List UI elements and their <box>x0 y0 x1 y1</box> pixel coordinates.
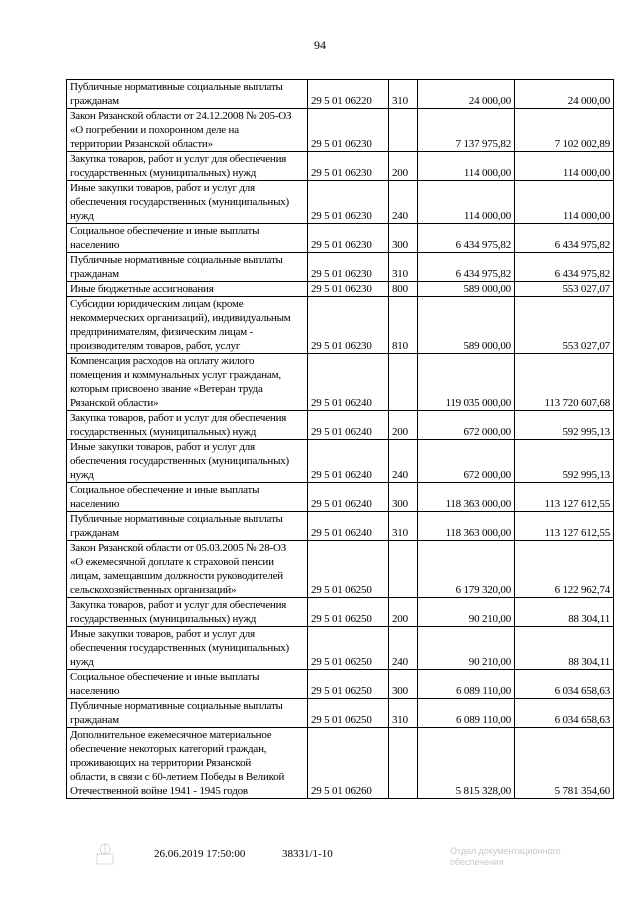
row-name-line: Социальное обеспечение и иные выплаты <box>70 225 260 237</box>
table-row <box>67 728 614 799</box>
row-value2-cell: 113 720 607,68 <box>515 354 614 411</box>
row-name-line: гражданам <box>70 527 119 539</box>
row-name-line: Закупка товаров, работ и услуг для обеспечения <box>70 412 287 424</box>
row-name-line: Публичные нормативные социальные выплаты <box>70 254 283 266</box>
watermark-text <box>450 846 561 868</box>
table-row <box>67 541 614 598</box>
row-vr-cell: 300 <box>389 483 418 512</box>
row-vr-cell: 800 <box>389 282 418 297</box>
row-value1-cell: 589 000,00 <box>418 297 515 354</box>
row-name-line: лицам, замещавшим должности руководителей <box>70 570 283 582</box>
row-value2-cell: 6 122 962,74 <box>515 541 614 598</box>
row-name-cell <box>67 109 308 152</box>
table-row <box>67 282 614 297</box>
row-name-line: Публичные нормативные социальные выплаты <box>70 700 283 712</box>
row-code-cell: 29 5 01 06240 <box>308 411 389 440</box>
row-value1-cell: 6 179 320,00 <box>418 541 515 598</box>
row-value2-cell: 114 000,00 <box>515 152 614 181</box>
row-name-line: Закон Рязанской области от 24.12.2008 № 205-ОЗ <box>70 110 292 122</box>
row-name-line: Рязанской области» <box>70 397 159 409</box>
row-name-line: территории Рязанской области» <box>70 138 213 150</box>
row-name-line: Социальное обеспечение и иные выплаты <box>70 484 260 496</box>
table-row <box>67 80 614 109</box>
row-name-cell <box>67 728 308 799</box>
row-value2-cell: 6 034 658,63 <box>515 670 614 699</box>
row-name-cell <box>67 354 308 411</box>
row-value1-cell: 6 089 110,00 <box>418 670 515 699</box>
row-name-line: Социальное обеспечение и иные выплаты <box>70 671 260 683</box>
table-row <box>67 670 614 699</box>
row-name-cell <box>67 512 308 541</box>
row-vr-cell: 310 <box>389 699 418 728</box>
row-code-cell: 29 5 01 06230 <box>308 297 389 354</box>
row-name-line: нужд <box>70 656 94 668</box>
row-name-line: предпринимателям, физическим лицам - <box>70 326 254 338</box>
table-row <box>67 224 614 253</box>
row-name-line: государственных (муниципальных) нужд <box>70 167 257 179</box>
row-name-cell <box>67 411 308 440</box>
row-vr-cell: 300 <box>389 224 418 253</box>
row-value1-cell: 672 000,00 <box>418 411 515 440</box>
row-vr-cell: 200 <box>389 411 418 440</box>
row-vr-cell: 240 <box>389 627 418 670</box>
row-value1-cell: 672 000,00 <box>418 440 515 483</box>
row-vr-cell: 200 <box>389 598 418 627</box>
table-row <box>67 483 614 512</box>
row-value2-cell: 113 127 612,55 <box>515 483 614 512</box>
row-name-line: обеспечения государственных (муниципальных) <box>70 455 290 467</box>
row-name-line: «О погребении и похоронном деле на <box>70 124 239 136</box>
row-name-cell <box>67 627 308 670</box>
table-row <box>67 297 614 354</box>
row-value2-cell: 6 034 658,63 <box>515 699 614 728</box>
row-name-line: Дополнительное ежемесячное материальное <box>70 729 272 741</box>
row-name-line: обеспечения государственных (муниципальных) <box>70 642 290 654</box>
row-value1-cell: 119 035 000,00 <box>418 354 515 411</box>
footer-doc-number: 38331/1-10 <box>282 848 333 860</box>
row-code-cell: 29 5 01 06230 <box>308 224 389 253</box>
row-name-cell <box>67 440 308 483</box>
row-name-line: Компенсация расходов на оплату жилого <box>70 355 255 367</box>
row-name-line: гражданам <box>70 714 119 726</box>
row-name-cell <box>67 181 308 224</box>
row-vr-cell: 310 <box>389 253 418 282</box>
row-value1-cell: 5 815 328,00 <box>418 728 515 799</box>
row-code-cell: 29 5 01 06250 <box>308 699 389 728</box>
row-value2-cell: 7 102 002,89 <box>515 109 614 152</box>
row-vr-cell: 240 <box>389 440 418 483</box>
row-name-line: Закупка товаров, работ и услуг для обеспечения <box>70 599 287 611</box>
watermark-line: Отдел документационного <box>450 846 561 856</box>
row-code-cell: 29 5 01 06230 <box>308 253 389 282</box>
row-name-line: Закон Рязанской области от 05.03.2005 № 28-ОЗ <box>70 542 287 554</box>
row-name-cell <box>67 253 308 282</box>
budget-table <box>66 79 614 799</box>
row-name-line: «О ежемесячной доплате к страховой пенсии <box>70 556 274 568</box>
row-value2-cell: 553 027,07 <box>515 297 614 354</box>
row-value2-cell: 24 000,00 <box>515 80 614 109</box>
row-name-cell <box>67 699 308 728</box>
row-name-line: Публичные нормативные социальные выплаты <box>70 513 283 525</box>
row-code-cell: 29 5 01 06250 <box>308 627 389 670</box>
row-name-line: которым присвоено звание «Ветеран труда <box>70 383 263 395</box>
row-value2-cell: 592 995,13 <box>515 440 614 483</box>
row-code-cell: 29 5 01 06230 <box>308 181 389 224</box>
row-code-cell: 29 5 01 06240 <box>308 440 389 483</box>
table-row <box>67 440 614 483</box>
table-row <box>67 699 614 728</box>
row-vr-cell <box>389 728 418 799</box>
row-name-line: Субсидии юридическим лицам (кроме <box>70 298 244 310</box>
row-name-line: населению <box>70 498 120 510</box>
row-name-cell <box>67 282 308 297</box>
row-vr-cell <box>389 354 418 411</box>
row-vr-cell: 240 <box>389 181 418 224</box>
row-name-line: области, в связи с 60-летием Победы в Великой <box>70 771 285 783</box>
row-vr-cell: 300 <box>389 670 418 699</box>
row-name-line: Иные закупки товаров, работ и услуг для <box>70 628 255 640</box>
footer-datetime: 26.06.2019 17:50:00 <box>154 848 246 860</box>
row-name-cell <box>67 224 308 253</box>
row-name-cell <box>67 297 308 354</box>
row-name-line: гражданам <box>70 95 119 107</box>
row-name-line: гражданам <box>70 268 119 280</box>
row-value1-cell: 24 000,00 <box>418 80 515 109</box>
row-value1-cell: 118 363 000,00 <box>418 483 515 512</box>
row-value2-cell: 553 027,07 <box>515 282 614 297</box>
row-name-cell <box>67 541 308 598</box>
row-value1-cell: 6 434 975,82 <box>418 224 515 253</box>
row-name-cell <box>67 152 308 181</box>
table-row <box>67 512 614 541</box>
table-row <box>67 109 614 152</box>
row-name-line: обеспечение некоторых категорий граждан, <box>70 743 267 755</box>
row-code-cell: 29 5 01 06230 <box>308 282 389 297</box>
row-value1-cell: 90 210,00 <box>418 627 515 670</box>
row-code-cell: 29 5 01 06230 <box>308 152 389 181</box>
row-value1-cell: 6 089 110,00 <box>418 699 515 728</box>
row-value2-cell: 88 304,11 <box>515 598 614 627</box>
row-name-line: Закупка товаров, работ и услуг для обеспечения <box>70 153 287 165</box>
row-vr-cell <box>389 541 418 598</box>
row-code-cell: 29 5 01 06240 <box>308 512 389 541</box>
row-value1-cell: 90 210,00 <box>418 598 515 627</box>
row-value2-cell: 88 304,11 <box>515 627 614 670</box>
row-vr-cell <box>389 109 418 152</box>
row-vr-cell: 310 <box>389 80 418 109</box>
row-name-line: некоммерческих организаций), индивидуальным <box>70 312 291 324</box>
table-row <box>67 181 614 224</box>
row-value1-cell: 114 000,00 <box>418 181 515 224</box>
row-value2-cell: 114 000,00 <box>515 181 614 224</box>
row-name-line: Иные закупки товаров, работ и услуг для <box>70 182 255 194</box>
row-value1-cell: 6 434 975,82 <box>418 253 515 282</box>
row-name-line: государственных (муниципальных) нужд <box>70 426 257 438</box>
table-row <box>67 627 614 670</box>
row-value1-cell: 118 363 000,00 <box>418 512 515 541</box>
row-vr-cell: 200 <box>389 152 418 181</box>
row-code-cell: 29 5 01 06240 <box>308 483 389 512</box>
table-body <box>67 80 614 799</box>
row-code-cell: 29 5 01 06230 <box>308 109 389 152</box>
row-value2-cell: 5 781 354,60 <box>515 728 614 799</box>
row-code-cell: 29 5 01 06260 <box>308 728 389 799</box>
row-name-cell <box>67 598 308 627</box>
row-name-line: государственных (муниципальных) нужд <box>70 613 257 625</box>
row-name-line: Иные закупки товаров, работ и услуг для <box>70 441 255 453</box>
table-row <box>67 411 614 440</box>
row-code-cell: 29 5 01 06250 <box>308 598 389 627</box>
row-vr-cell: 310 <box>389 512 418 541</box>
row-name-line: помещения и коммунальных услуг гражданам, <box>70 369 281 381</box>
row-code-cell: 29 5 01 06250 <box>308 541 389 598</box>
row-code-cell: 29 5 01 06220 <box>308 80 389 109</box>
row-name-line: нужд <box>70 469 94 481</box>
row-name-cell <box>67 483 308 512</box>
page-number: 94 <box>314 38 326 52</box>
row-name-line: Иные бюджетные ассигнования <box>70 283 214 295</box>
row-value1-cell: 114 000,00 <box>418 152 515 181</box>
row-value2-cell: 592 995,13 <box>515 411 614 440</box>
row-vr-cell: 810 <box>389 297 418 354</box>
row-value2-cell: 6 434 975,82 <box>515 224 614 253</box>
row-name-line: населению <box>70 685 120 697</box>
row-name-cell <box>67 670 308 699</box>
row-code-cell: 29 5 01 06240 <box>308 354 389 411</box>
row-value1-cell: 7 137 975,82 <box>418 109 515 152</box>
row-value2-cell: 6 434 975,82 <box>515 253 614 282</box>
row-name-line: производителям товаров, работ, услуг <box>70 340 241 352</box>
row-value2-cell: 113 127 612,55 <box>515 512 614 541</box>
row-name-line: населению <box>70 239 120 251</box>
row-name-line: сельскохозяйственных организаций» <box>70 584 237 596</box>
row-value1-cell: 589 000,00 <box>418 282 515 297</box>
table-row <box>67 598 614 627</box>
table-row <box>67 152 614 181</box>
row-name-line: Публичные нормативные социальные выплаты <box>70 81 283 93</box>
row-name-line: нужд <box>70 210 94 222</box>
row-name-cell <box>67 80 308 109</box>
row-name-line: Отечественной войне 1941 - 1945 годов <box>70 785 248 797</box>
row-code-cell: 29 5 01 06250 <box>308 670 389 699</box>
row-name-line: обеспечения государственных (муниципальных) <box>70 196 290 208</box>
watermark-line: обеспечения <box>450 857 504 867</box>
row-name-line: проживающих на территории Рязанской <box>70 757 252 769</box>
table-row <box>67 253 614 282</box>
table-row <box>67 354 614 411</box>
